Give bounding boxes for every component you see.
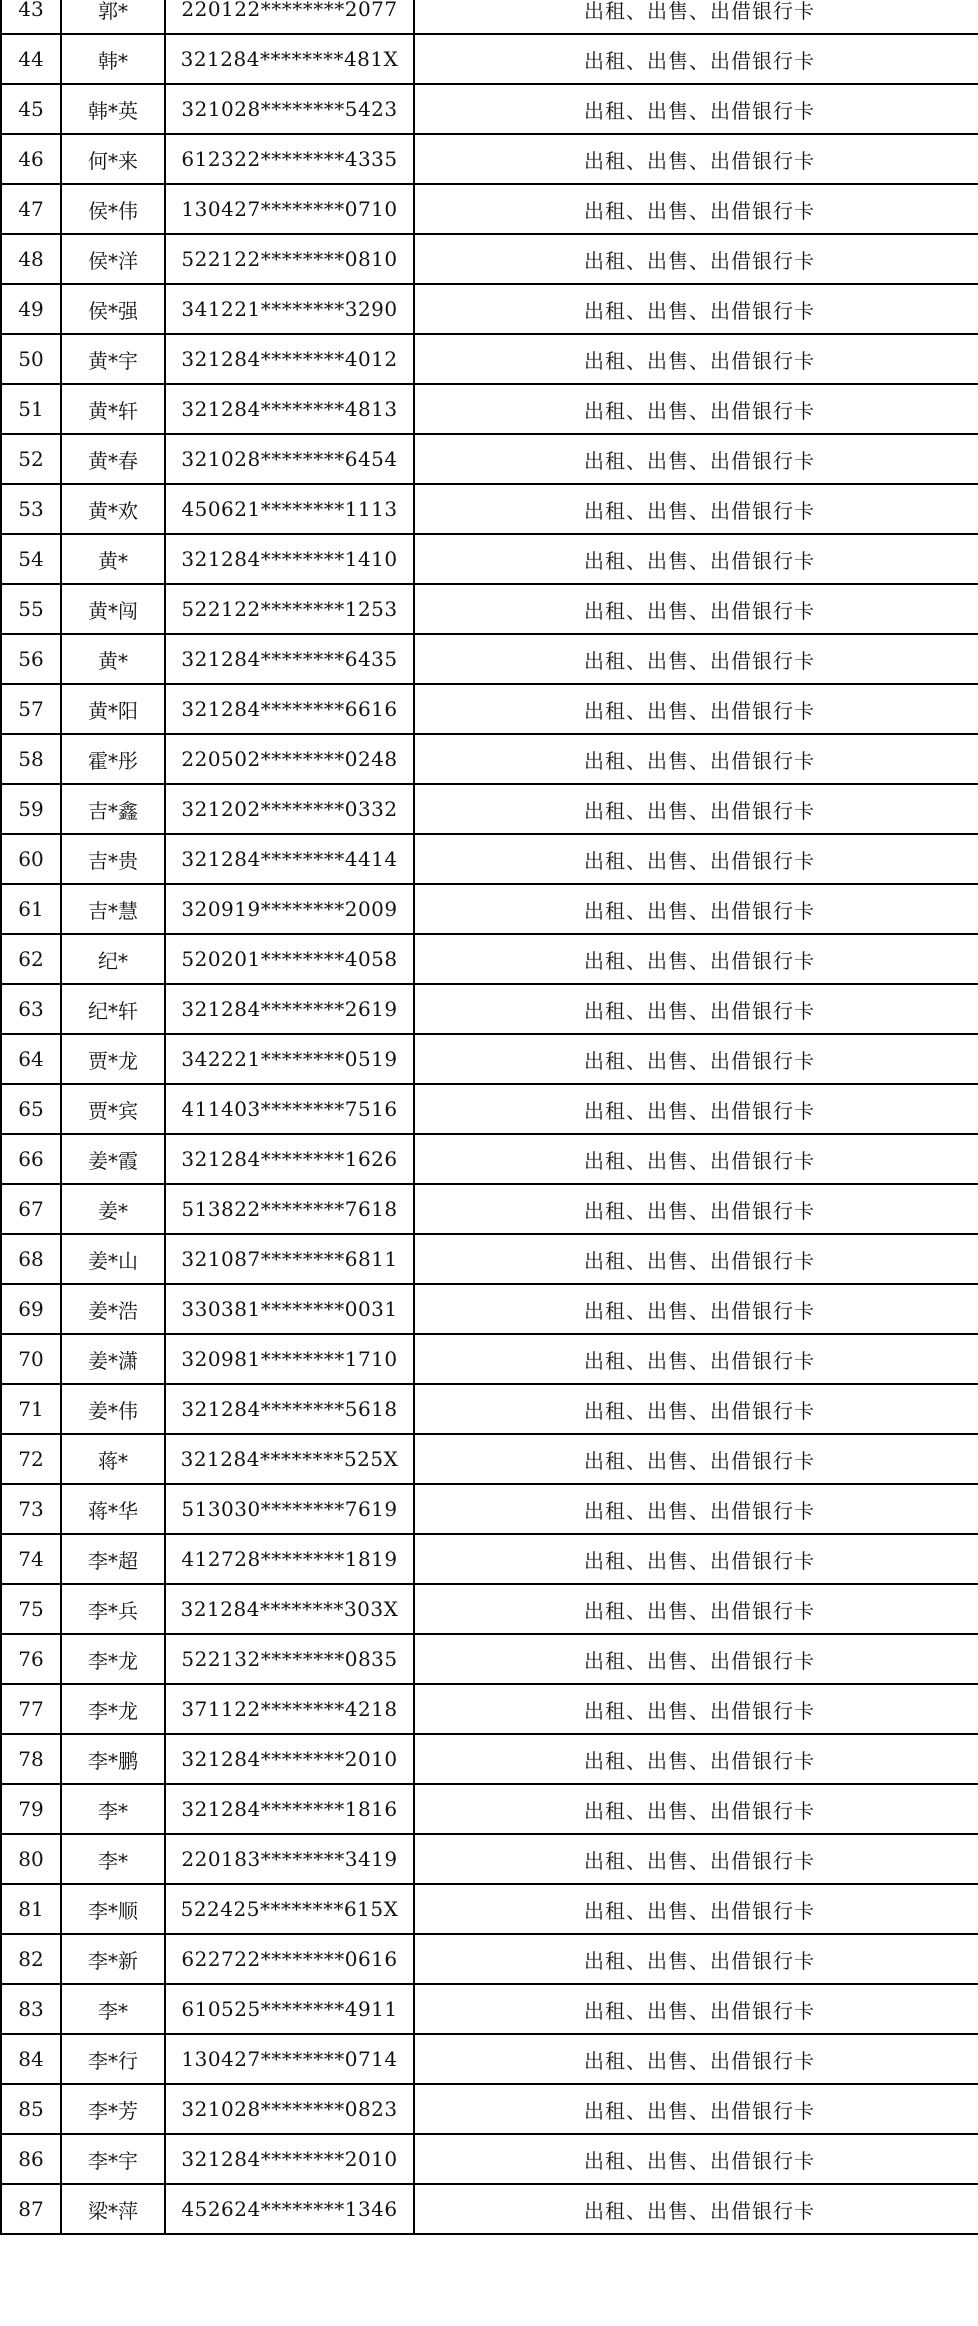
table-row	[1, 984, 978, 1034]
row-number-cell: 43	[1, 0, 61, 34]
table-row	[1, 1784, 978, 1834]
table-row	[1, 1884, 978, 1934]
row-number-cell: 72	[1, 1434, 61, 1484]
name-cell: 纪*轩	[61, 984, 165, 1034]
id-number-cell: 321028********5423	[165, 84, 414, 134]
reason-cell: 出租、出售、出借银行卡	[414, 1584, 978, 1634]
reason-cell: 出租、出售、出借银行卡	[414, 1084, 978, 1134]
id-number-cell: 622722********0616	[165, 1934, 414, 1984]
table-row	[1, 1084, 978, 1134]
table-row	[1, 1184, 978, 1234]
name-cell: 蒋*华	[61, 1484, 165, 1534]
reason-cell: 出租、出售、出借银行卡	[414, 1534, 978, 1584]
row-number-cell: 71	[1, 1384, 61, 1434]
id-number-cell: 321284********481X	[165, 34, 414, 84]
reason-cell: 出租、出售、出借银行卡	[414, 2134, 978, 2184]
name-cell: 李*	[61, 1834, 165, 1884]
name-cell: 李*龙	[61, 1684, 165, 1734]
id-number-cell: 522122********1253	[165, 584, 414, 634]
id-number-cell: 321202********0332	[165, 784, 414, 834]
reason-cell: 出租、出售、出借银行卡	[414, 284, 978, 334]
id-number-cell: 522425********615X	[165, 1884, 414, 1934]
table-row	[1, 2084, 978, 2134]
row-number-cell: 46	[1, 134, 61, 184]
row-number-cell: 82	[1, 1934, 61, 1984]
id-number-cell: 513030********7619	[165, 1484, 414, 1534]
reason-cell: 出租、出售、出借银行卡	[414, 2184, 978, 2234]
reason-cell: 出租、出售、出借银行卡	[414, 834, 978, 884]
table-row	[1, 1584, 978, 1634]
row-number-cell: 76	[1, 1634, 61, 1684]
name-cell: 黄*宇	[61, 334, 165, 384]
name-cell: 李*超	[61, 1534, 165, 1584]
table-row	[1, 734, 978, 784]
id-number-cell: 411403********7516	[165, 1084, 414, 1134]
table-row	[1, 484, 978, 534]
name-cell: 李*顺	[61, 1884, 165, 1934]
id-number-cell: 321028********0823	[165, 2084, 414, 2134]
id-number-cell: 321284********2010	[165, 2134, 414, 2184]
id-number-cell: 321284********6435	[165, 634, 414, 684]
id-number-cell: 342221********0519	[165, 1034, 414, 1084]
row-number-cell: 85	[1, 2084, 61, 2134]
name-cell: 侯*洋	[61, 234, 165, 284]
row-number-cell: 80	[1, 1834, 61, 1884]
table-row	[1, 434, 978, 484]
id-number-cell: 321284********303X	[165, 1584, 414, 1634]
name-cell: 李*芳	[61, 2084, 165, 2134]
name-cell: 蒋*	[61, 1434, 165, 1484]
name-cell: 郭*	[61, 0, 165, 34]
reason-cell: 出租、出售、出借银行卡	[414, 2034, 978, 2084]
table-row	[1, 1284, 978, 1334]
reason-cell: 出租、出售、出借银行卡	[414, 84, 978, 134]
id-number-cell: 321028********6454	[165, 434, 414, 484]
name-cell: 李*宇	[61, 2134, 165, 2184]
id-number-cell: 321087********6811	[165, 1234, 414, 1284]
row-number-cell: 53	[1, 484, 61, 534]
name-cell: 姜*山	[61, 1234, 165, 1284]
row-number-cell: 81	[1, 1884, 61, 1934]
table-row	[1, 534, 978, 584]
reason-cell: 出租、出售、出借银行卡	[414, 984, 978, 1034]
row-number-cell: 79	[1, 1784, 61, 1834]
name-cell: 何*来	[61, 134, 165, 184]
row-number-cell: 60	[1, 834, 61, 884]
table-row	[1, 184, 978, 234]
id-number-cell: 520201********4058	[165, 934, 414, 984]
table-row	[1, 2184, 978, 2234]
name-cell: 李*新	[61, 1934, 165, 1984]
reason-cell: 出租、出售、出借银行卡	[414, 684, 978, 734]
reason-cell: 出租、出售、出借银行卡	[414, 1334, 978, 1384]
id-number-cell: 220122********2077	[165, 0, 414, 34]
reason-cell: 出租、出售、出借银行卡	[414, 484, 978, 534]
table-row	[1, 1634, 978, 1684]
id-number-cell: 321284********5618	[165, 1384, 414, 1434]
row-number-cell: 64	[1, 1034, 61, 1084]
name-cell: 黄*阳	[61, 684, 165, 734]
reason-cell: 出租、出售、出借银行卡	[414, 1834, 978, 1884]
table-row	[1, 0, 978, 34]
reason-cell: 出租、出售、出借银行卡	[414, 1934, 978, 1984]
name-cell: 黄*	[61, 534, 165, 584]
table-row	[1, 634, 978, 684]
table-row	[1, 284, 978, 334]
row-number-cell: 69	[1, 1284, 61, 1334]
table-row	[1, 1934, 978, 1984]
table-row	[1, 1034, 978, 1084]
table-row	[1, 1684, 978, 1734]
row-number-cell: 48	[1, 234, 61, 284]
table-row	[1, 1434, 978, 1484]
row-number-cell: 75	[1, 1584, 61, 1634]
row-number-cell: 57	[1, 684, 61, 734]
id-number-cell: 321284********525X	[165, 1434, 414, 1484]
table-row	[1, 584, 978, 634]
row-number-cell: 65	[1, 1084, 61, 1134]
id-number-cell: 522122********0810	[165, 234, 414, 284]
row-number-cell: 73	[1, 1484, 61, 1534]
row-number-cell: 77	[1, 1684, 61, 1734]
row-number-cell: 67	[1, 1184, 61, 1234]
row-number-cell: 55	[1, 584, 61, 634]
id-number-cell: 330381********0031	[165, 1284, 414, 1334]
name-cell: 霍*彤	[61, 734, 165, 784]
table-row	[1, 234, 978, 284]
name-cell: 侯*强	[61, 284, 165, 334]
row-number-cell: 50	[1, 334, 61, 384]
name-cell: 吉*慧	[61, 884, 165, 934]
row-number-cell: 83	[1, 1984, 61, 2034]
row-number-cell: 49	[1, 284, 61, 334]
row-number-cell: 56	[1, 634, 61, 684]
name-cell: 姜*	[61, 1184, 165, 1234]
reason-cell: 出租、出售、出借银行卡	[414, 1734, 978, 1784]
row-number-cell: 63	[1, 984, 61, 1034]
id-number-cell: 321284********1410	[165, 534, 414, 584]
reason-cell: 出租、出售、出借银行卡	[414, 0, 978, 34]
id-number-cell: 320981********1710	[165, 1334, 414, 1384]
id-number-cell: 220502********0248	[165, 734, 414, 784]
row-number-cell: 51	[1, 384, 61, 434]
table-row	[1, 1984, 978, 2034]
reason-cell: 出租、出售、出借银行卡	[414, 34, 978, 84]
reason-cell: 出租、出售、出借银行卡	[414, 634, 978, 684]
row-number-cell: 45	[1, 84, 61, 134]
name-cell: 黄*春	[61, 434, 165, 484]
name-cell: 李*	[61, 1984, 165, 2034]
id-number-cell: 450621********1113	[165, 484, 414, 534]
table-row	[1, 1834, 978, 1884]
reason-cell: 出租、出售、出借银行卡	[414, 1034, 978, 1084]
table-row	[1, 884, 978, 934]
id-number-cell: 321284********2010	[165, 1734, 414, 1784]
id-number-cell: 412728********1819	[165, 1534, 414, 1584]
reason-cell: 出租、出售、出借银行卡	[414, 784, 978, 834]
table-row	[1, 1534, 978, 1584]
reason-cell: 出租、出售、出借银行卡	[414, 1884, 978, 1934]
id-number-cell: 321284********4012	[165, 334, 414, 384]
id-number-cell: 321284********4414	[165, 834, 414, 884]
record-table-body	[1, 0, 978, 2234]
name-cell: 姜*浩	[61, 1284, 165, 1334]
table-row	[1, 134, 978, 184]
reason-cell: 出租、出售、出借银行卡	[414, 1984, 978, 2034]
id-number-cell: 130427********0714	[165, 2034, 414, 2084]
row-number-cell: 44	[1, 34, 61, 84]
name-cell: 李*行	[61, 2034, 165, 2084]
table-row	[1, 334, 978, 384]
name-cell: 姜*霞	[61, 1134, 165, 1184]
reason-cell: 出租、出售、出借银行卡	[414, 1384, 978, 1434]
id-number-cell: 320919********2009	[165, 884, 414, 934]
name-cell: 吉*鑫	[61, 784, 165, 834]
id-number-cell: 452624********1346	[165, 2184, 414, 2234]
name-cell: 侯*伟	[61, 184, 165, 234]
table-row	[1, 784, 978, 834]
id-number-cell: 220183********3419	[165, 1834, 414, 1884]
row-number-cell: 70	[1, 1334, 61, 1384]
reason-cell: 出租、出售、出借银行卡	[414, 1234, 978, 1284]
row-number-cell: 74	[1, 1534, 61, 1584]
reason-cell: 出租、出售、出借银行卡	[414, 434, 978, 484]
name-cell: 李*	[61, 1784, 165, 1834]
reason-cell: 出租、出售、出借银行卡	[414, 334, 978, 384]
name-cell: 姜*潇	[61, 1334, 165, 1384]
reason-cell: 出租、出售、出借银行卡	[414, 1684, 978, 1734]
reason-cell: 出租、出售、出借银行卡	[414, 1434, 978, 1484]
table-row	[1, 2034, 978, 2084]
name-cell: 吉*贵	[61, 834, 165, 884]
name-cell: 梁*萍	[61, 2184, 165, 2234]
row-number-cell: 52	[1, 434, 61, 484]
id-number-cell: 321284********1626	[165, 1134, 414, 1184]
row-number-cell: 47	[1, 184, 61, 234]
table-row	[1, 1234, 978, 1284]
table-row	[1, 384, 978, 434]
id-number-cell: 341221********3290	[165, 284, 414, 334]
id-number-cell: 321284********4813	[165, 384, 414, 434]
row-number-cell: 78	[1, 1734, 61, 1784]
reason-cell: 出租、出售、出借银行卡	[414, 2084, 978, 2134]
table-row	[1, 1334, 978, 1384]
reason-cell: 出租、出售、出借银行卡	[414, 884, 978, 934]
name-cell: 李*兵	[61, 1584, 165, 1634]
row-number-cell: 59	[1, 784, 61, 834]
name-cell: 贾*宾	[61, 1084, 165, 1134]
table-row	[1, 834, 978, 884]
reason-cell: 出租、出售、出借银行卡	[414, 934, 978, 984]
name-cell: 纪*	[61, 934, 165, 984]
row-number-cell: 66	[1, 1134, 61, 1184]
reason-cell: 出租、出售、出借银行卡	[414, 1184, 978, 1234]
id-number-cell: 321284********2619	[165, 984, 414, 1034]
table-row	[1, 1484, 978, 1534]
name-cell: 姜*伟	[61, 1384, 165, 1434]
row-number-cell: 61	[1, 884, 61, 934]
id-number-cell: 612322********4335	[165, 134, 414, 184]
id-number-cell: 130427********0710	[165, 184, 414, 234]
table-row	[1, 1734, 978, 1784]
reason-cell: 出租、出售、出借银行卡	[414, 1784, 978, 1834]
table-row	[1, 2134, 978, 2184]
table-row	[1, 1384, 978, 1434]
row-number-cell: 86	[1, 2134, 61, 2184]
reason-cell: 出租、出售、出借银行卡	[414, 584, 978, 634]
name-cell: 李*龙	[61, 1634, 165, 1684]
table-row	[1, 684, 978, 734]
name-cell: 黄*闯	[61, 584, 165, 634]
row-number-cell: 84	[1, 2034, 61, 2084]
row-number-cell: 87	[1, 2184, 61, 2234]
reason-cell: 出租、出售、出借银行卡	[414, 134, 978, 184]
reason-cell: 出租、出售、出借银行卡	[414, 384, 978, 434]
reason-cell: 出租、出售、出借银行卡	[414, 184, 978, 234]
reason-cell: 出租、出售、出借银行卡	[414, 1484, 978, 1534]
reason-cell: 出租、出售、出借银行卡	[414, 1284, 978, 1334]
row-number-cell: 58	[1, 734, 61, 784]
reason-cell: 出租、出售、出借银行卡	[414, 1634, 978, 1684]
id-number-cell: 610525********4911	[165, 1984, 414, 2034]
table-row	[1, 934, 978, 984]
name-cell: 黄*轩	[61, 384, 165, 434]
reason-cell: 出租、出售、出借银行卡	[414, 234, 978, 284]
reason-cell: 出租、出售、出借银行卡	[414, 734, 978, 784]
name-cell: 黄*欢	[61, 484, 165, 534]
table-row	[1, 1134, 978, 1184]
reason-cell: 出租、出售、出借银行卡	[414, 534, 978, 584]
name-cell: 贾*龙	[61, 1034, 165, 1084]
reason-cell: 出租、出售、出借银行卡	[414, 1134, 978, 1184]
id-number-cell: 371122********4218	[165, 1684, 414, 1734]
name-cell: 李*鹏	[61, 1734, 165, 1784]
id-number-cell: 321284********6616	[165, 684, 414, 734]
row-number-cell: 68	[1, 1234, 61, 1284]
row-number-cell: 54	[1, 534, 61, 584]
name-cell: 韩*	[61, 34, 165, 84]
name-cell: 黄*	[61, 634, 165, 684]
id-number-cell: 513822********7618	[165, 1184, 414, 1234]
name-cell: 韩*英	[61, 84, 165, 134]
id-number-cell: 522132********0835	[165, 1634, 414, 1684]
row-number-cell: 62	[1, 934, 61, 984]
table-row	[1, 84, 978, 134]
table-row	[1, 34, 978, 84]
id-number-cell: 321284********1816	[165, 1784, 414, 1834]
